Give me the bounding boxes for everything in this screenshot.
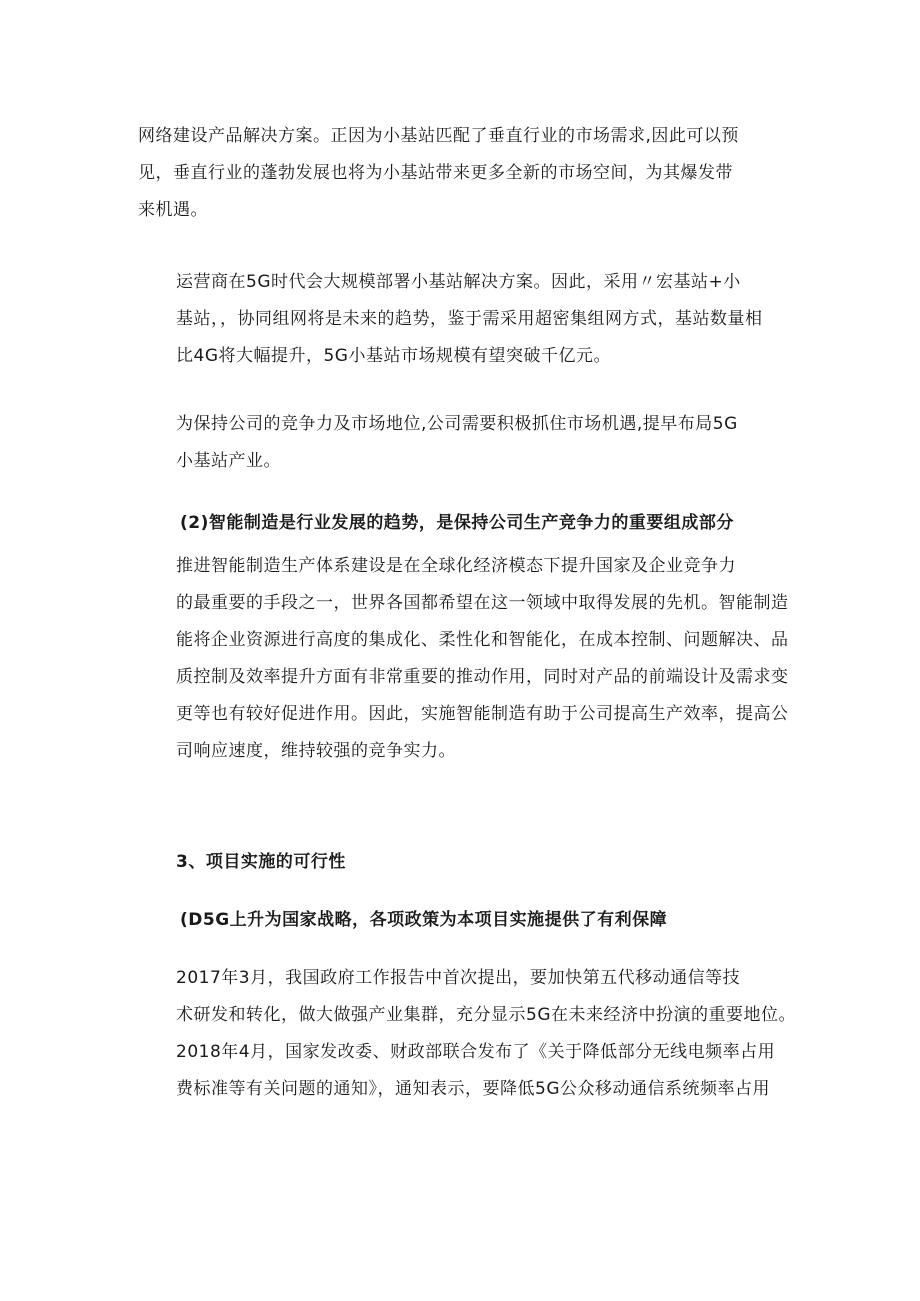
text-line: 术研发和转化，做大做强产业集群，充分显示5G在未来经济中扮演的重要地位。 [176, 1005, 796, 1025]
paragraph-smart-manufacturing [138, 548, 789, 770]
text-line: 基站，，协同组网将是未来的趋势，鉴于需采用超密集组网方式，基站数量相 [176, 309, 763, 329]
text-line: 为保持公司的竞争力及市场地位,公司需要积极抓住市场机遇,提早布局5G [176, 414, 738, 434]
text-line: 更等也有较好促进作用。因此，实施智能制造有助于公司提高生产效率，提高公 [176, 704, 789, 724]
text-line: 2018年4月，国家发改委、财政部联合发布了《关于降低部分无线电频率占用 [176, 1042, 776, 1062]
section-heading-feasibility: 3、项目实施的可行性 [176, 852, 346, 872]
section-heading-national-strategy: (D5G上升为国家战略，各项政策为本项目实施提供了有利保障 [180, 910, 668, 930]
text-line: 网络建设产品解决方案。正因为小基站匹配了垂直行业的市场需求,因此可以预 [138, 126, 739, 146]
text-line: 来机遇。 [138, 200, 208, 220]
text-line: 费标准等有关问题的通知》，通知表示，要降低5G公众移动通信系统频率占用 [176, 1079, 770, 1099]
text-line: 能将企业资源进行高度的集成化、柔性化和智能化，在成本控制、问题解决、品 [176, 630, 789, 650]
text-line: 质控制及效率提升方面有非常重要的推动作用，同时对产品的前端设计及需求变 [176, 667, 789, 687]
paragraph-competitiveness [138, 406, 786, 480]
text-line: 运营商在5G时代会大规模部署小基站解决方案。因此，采用〃宏基站+小 [176, 272, 741, 292]
text-line: 推进智能制造生产体系建设是在全球化经济模态下提升国家及企业竞争力 [176, 556, 736, 576]
section-heading-smart-manufacturing: (2)智能制造是行业发展的趋势，是保持公司生产竞争力的重要组成部分 [180, 513, 734, 533]
text-line: 见，垂直行业的蓬勃发展也将为小基站带来更多全新的市场空间，为其爆发带 [138, 163, 733, 183]
text-line: 小基站产业。 [176, 451, 281, 471]
text-line: 的最重要的手段之一，世界各国都希望在这一领域中取得发展的先机。智能制造 [176, 593, 789, 613]
paragraph-operators-5g [138, 264, 786, 375]
text-line: 比4G将大幅提升，5G小基站市场规模有望突破千亿元。 [176, 346, 611, 366]
text-line: 2017年3月，我国政府工作报告中首次提出，要加快第五代移动通信等技 [176, 968, 741, 988]
paragraph-small-cell-market [138, 118, 786, 229]
paragraph-policy-2017-2018 [138, 960, 796, 1108]
text-line: 司响应速度，维持较强的竞争实力。 [176, 741, 456, 761]
